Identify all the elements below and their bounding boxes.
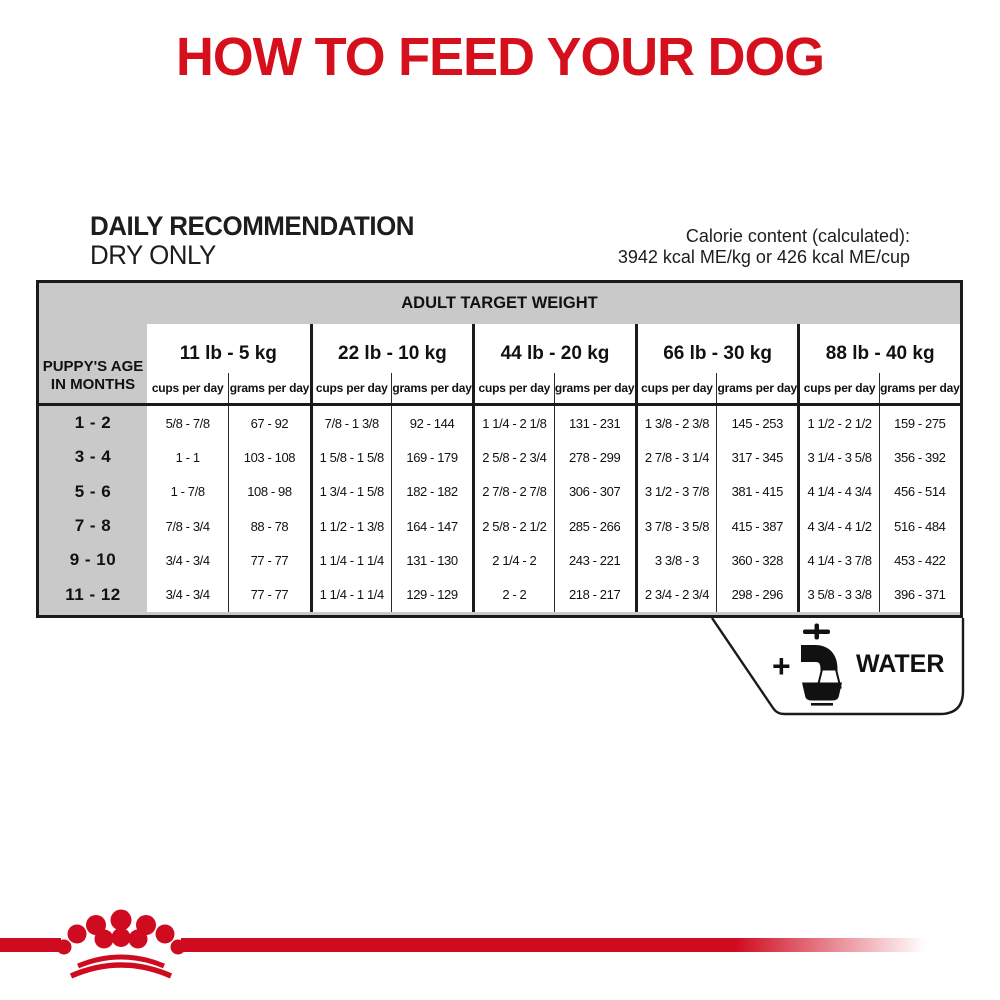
data-grid bbox=[147, 406, 960, 612]
table-cell: 1 - 1 bbox=[175, 449, 200, 465]
table-cell: 360 - 328 bbox=[716, 543, 797, 577]
table-cell: 1 1/2 - 2 1/2 bbox=[797, 406, 878, 440]
sub-header-grams: grams per day bbox=[228, 373, 309, 403]
table-cell: 285 - 266 bbox=[554, 509, 635, 543]
table-cell: 456 - 514 bbox=[879, 475, 960, 509]
table-cell: 2 3/4 - 2 3/4 bbox=[635, 578, 716, 612]
table-cell: 2 7/8 - 2 7/8 bbox=[472, 475, 553, 509]
table-cell: 1 3/8 - 2 3/8 bbox=[635, 406, 716, 440]
table-header: ADULT TARGET WEIGHT bbox=[401, 294, 598, 312]
table-cell: 516 - 484 bbox=[879, 509, 960, 543]
table-cell: 415 - 387 bbox=[716, 509, 797, 543]
sub-header-grams: grams per day bbox=[879, 373, 960, 403]
table-cell: 1 1/4 - 2 1/8 bbox=[472, 406, 553, 440]
table-cell: 1 5/8 - 1 5/8 bbox=[310, 440, 391, 474]
table-cell: 396 - 371 bbox=[879, 578, 960, 612]
table-cell: 2 7/8 - 3 1/4 bbox=[635, 440, 716, 474]
table-cell: 317 - 345 bbox=[716, 440, 797, 474]
age-label-line1: PUPPY'S AGE bbox=[42, 358, 144, 375]
data-panel bbox=[147, 324, 960, 612]
weight-group-header: 44 lb - 20 kg bbox=[472, 324, 635, 373]
weight-group-header: 22 lb - 10 kg bbox=[310, 324, 473, 373]
table-cell: 2 1/4 - 2 bbox=[472, 543, 553, 577]
table-cell: 3/4 - 3/4 bbox=[165, 587, 210, 603]
table-cell: 2 - 2 bbox=[472, 578, 553, 612]
age-column bbox=[39, 324, 147, 612]
table-cell: 1 - 7/8 bbox=[170, 484, 205, 500]
table-cell: 1 3/4 - 1 5/8 bbox=[310, 475, 391, 509]
table-cell: 131 - 130 bbox=[391, 543, 472, 577]
faucet-icon bbox=[795, 622, 850, 710]
table-cell: 2 5/8 - 2 1/2 bbox=[472, 509, 553, 543]
sub-header-grams: grams per day bbox=[716, 373, 797, 403]
table-cell: 453 - 422 bbox=[879, 543, 960, 577]
section-heading: DAILY RECOMMENDATION bbox=[90, 211, 415, 241]
sub-header-grams: grams per day bbox=[391, 373, 472, 403]
table-cell: 1 1/4 - 1 1/4 bbox=[310, 543, 391, 577]
header-divider bbox=[39, 403, 960, 406]
table-cell: 7/8 - 1 3/8 bbox=[310, 406, 391, 440]
water-label: WATER bbox=[856, 650, 945, 678]
calorie-line-2: 3942 kcal ME/kg or 426 kcal ME/cup bbox=[617, 247, 910, 267]
table-cell: 243 - 221 bbox=[554, 543, 635, 577]
age-cell: 5 - 6 bbox=[74, 481, 112, 501]
table-cell: 4 3/4 - 4 1/2 bbox=[797, 509, 878, 543]
table-body bbox=[39, 324, 960, 612]
table-cell: 306 - 307 bbox=[554, 475, 635, 509]
sub-header-cups: cups per day bbox=[310, 373, 391, 403]
feeding-table bbox=[36, 280, 963, 618]
age-cell: 1 - 2 bbox=[74, 413, 112, 433]
table-cell: 77 - 77 bbox=[228, 578, 309, 612]
royal-canin-crown-logo bbox=[50, 880, 195, 980]
weight-group-header: 88 lb - 40 kg bbox=[797, 324, 960, 373]
weight-group-header: 66 lb - 30 kg bbox=[635, 324, 798, 373]
red-bar-right bbox=[181, 938, 929, 952]
table-cell: 88 - 78 bbox=[228, 509, 309, 543]
table-cell: 218 - 217 bbox=[554, 578, 635, 612]
table-cell: 1 1/4 - 1 1/4 bbox=[310, 578, 391, 612]
table-cell: 67 - 92 bbox=[228, 406, 309, 440]
table-cell: 298 - 296 bbox=[716, 578, 797, 612]
table-cell: 7/8 - 3/4 bbox=[165, 518, 210, 534]
table-cell: 3 3/8 - 3 bbox=[635, 543, 716, 577]
table-cell: 108 - 98 bbox=[228, 475, 309, 509]
table-cell: 164 - 147 bbox=[391, 509, 472, 543]
table-cell: 129 - 129 bbox=[391, 578, 472, 612]
table-cell: 2 5/8 - 2 3/4 bbox=[472, 440, 553, 474]
age-label-line2: IN MONTHS bbox=[50, 376, 136, 393]
age-column-label bbox=[39, 324, 147, 406]
table-cell: 356 - 392 bbox=[879, 440, 960, 474]
sub-header-cups: cups per day bbox=[797, 373, 878, 403]
calorie-line-1: Calorie content (calculated): bbox=[685, 226, 910, 246]
sub-header-grams: grams per day bbox=[554, 373, 635, 403]
table-cell: 3/4 - 3/4 bbox=[165, 552, 210, 568]
table-cell: 182 - 182 bbox=[391, 475, 472, 509]
plus-sign: + bbox=[772, 648, 791, 684]
weight-group-header: 11 lb - 5 kg bbox=[179, 342, 277, 364]
age-cell: 3 - 4 bbox=[74, 447, 112, 467]
table-cell: 4 1/4 - 3 7/8 bbox=[797, 543, 878, 577]
table-cell: 4 1/4 - 4 3/4 bbox=[797, 475, 878, 509]
table-cell: 159 - 275 bbox=[879, 406, 960, 440]
table-cell: 145 - 253 bbox=[716, 406, 797, 440]
table-cell: 381 - 415 bbox=[716, 475, 797, 509]
table-cell: 5/8 - 7/8 bbox=[165, 415, 210, 431]
table-cell: 77 - 77 bbox=[228, 543, 309, 577]
sub-header-cups: cups per day bbox=[635, 373, 716, 403]
table-cell: 92 - 144 bbox=[391, 406, 472, 440]
weight-group-header-row bbox=[147, 324, 960, 403]
table-cell: 1 1/2 - 1 3/8 bbox=[310, 509, 391, 543]
table-cell: 131 - 231 bbox=[554, 406, 635, 440]
page-title: HOW TO FEED YOUR DOG bbox=[175, 27, 825, 87]
calorie-content bbox=[618, 226, 910, 268]
table-cell: 3 5/8 - 3 3/8 bbox=[797, 578, 878, 612]
table-cell: 103 - 108 bbox=[228, 440, 309, 474]
table-cell: 3 1/2 - 3 7/8 bbox=[635, 475, 716, 509]
age-cell: 7 - 8 bbox=[74, 516, 112, 536]
sub-header-cups: cups per day bbox=[151, 381, 224, 395]
table-cell: 3 1/4 - 3 5/8 bbox=[797, 440, 878, 474]
table-cell: 169 - 179 bbox=[391, 440, 472, 474]
table-cell: 3 7/8 - 3 5/8 bbox=[635, 509, 716, 543]
section-subheading: DRY ONLY bbox=[90, 240, 216, 270]
table-cell: 278 - 299 bbox=[554, 440, 635, 474]
age-cell: 9 - 10 bbox=[69, 550, 117, 570]
age-cell: 11 - 12 bbox=[65, 584, 121, 604]
sub-header-cups: cups per day bbox=[472, 373, 553, 403]
